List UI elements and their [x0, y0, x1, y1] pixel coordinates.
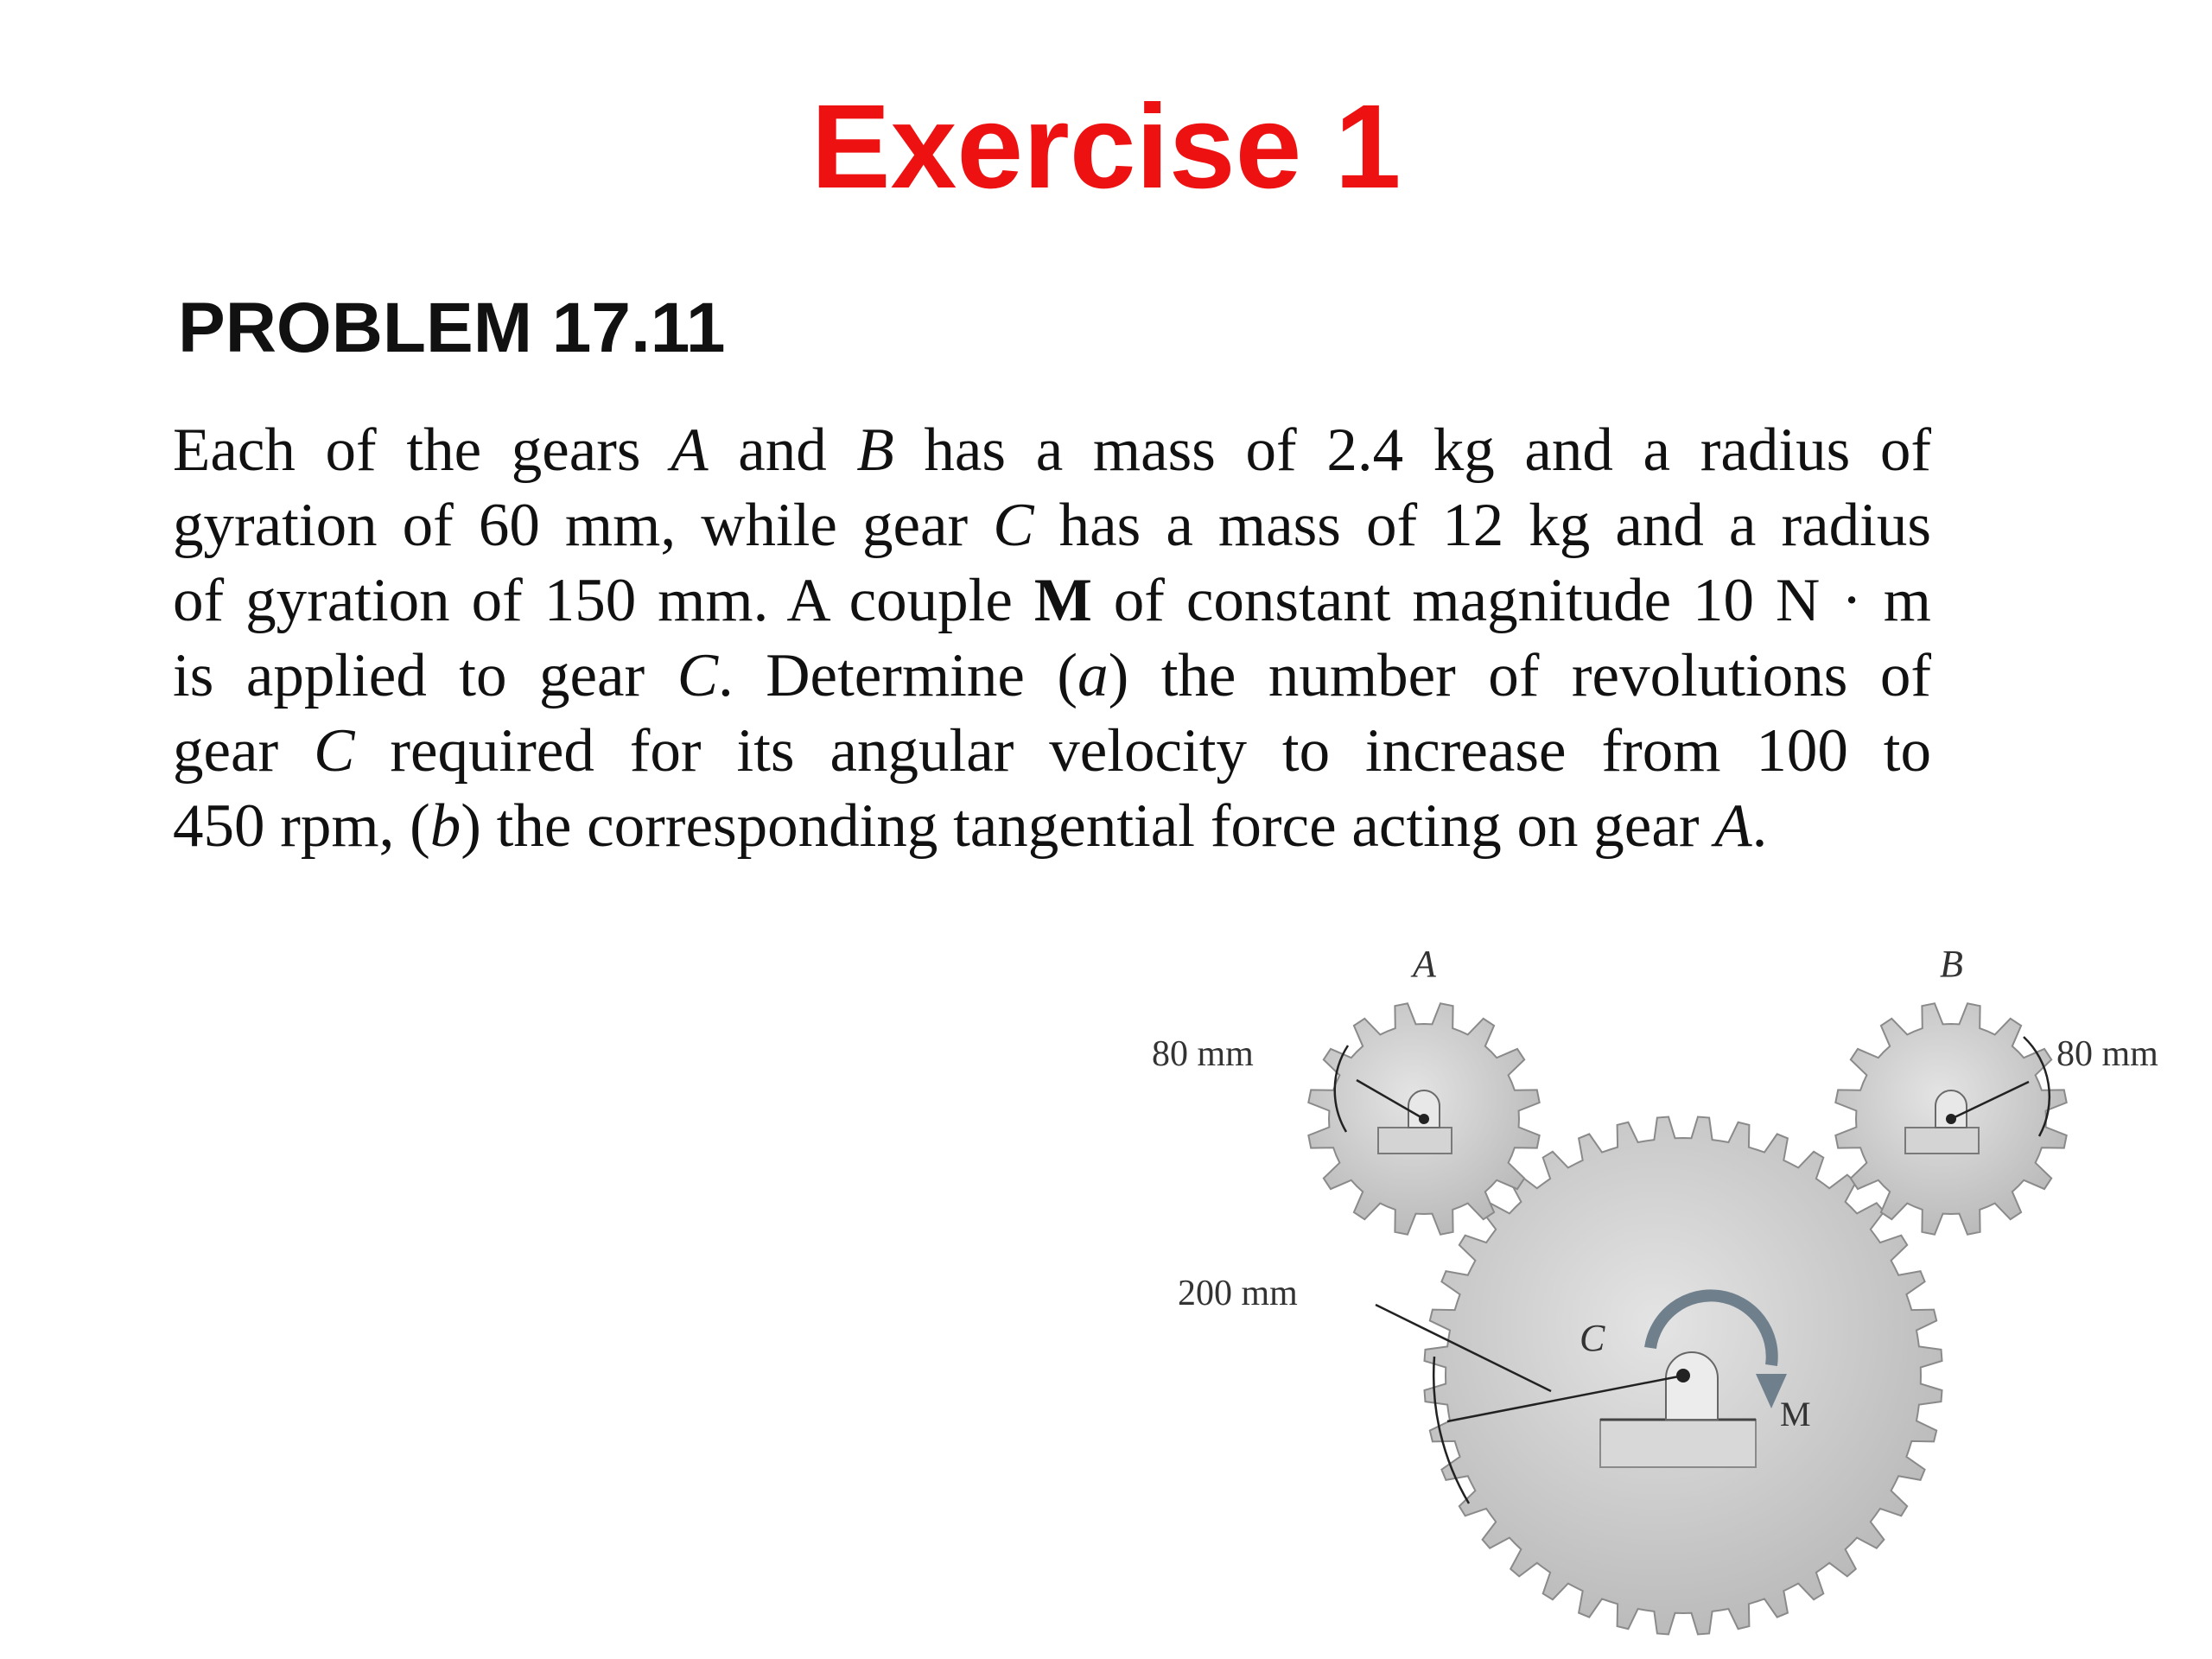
gear-b-label: B: [1940, 943, 1963, 985]
gear-c-label: C: [1580, 1317, 1605, 1359]
gear-figure: [1149, 942, 2212, 1659]
gear-c-radius-label: 200 mm: [1178, 1274, 1298, 1313]
problem-heading: PROBLEM 17.11: [178, 289, 726, 367]
gear-a-label: A: [1413, 943, 1436, 985]
slide-title: Exercise 1: [810, 80, 1402, 213]
gear-b-radius-label: 80 mm: [2056, 1034, 2158, 1074]
statement-line-4: is applied to gear C. Determine (a) the number of revolutions of: [173, 642, 1932, 709]
statement-line-6: 450 rpm, (b) the corresponding tangential force acting on gear A.: [173, 792, 1768, 860]
gear-a-radius-label: 80 mm: [1152, 1034, 1254, 1074]
gear-diagram: [1149, 942, 2212, 1659]
statement-line-1: Each of the gears A and B has a mass of 2.4 kg and a radius of: [173, 416, 1932, 484]
statement-line-3: of gyration of 150 mm. A couple M of constant magnitude 10 N · m: [173, 567, 1931, 634]
problem-statement: [173, 413, 1931, 864]
statement-line-2: gyration of 60 mm, while gear C has a mass of 12 kg and a radius: [173, 492, 1931, 559]
statement-line-5: gear C required for its angular velocity to increase from 100 to: [173, 717, 1931, 785]
couple-label: M: [1780, 1395, 1811, 1433]
